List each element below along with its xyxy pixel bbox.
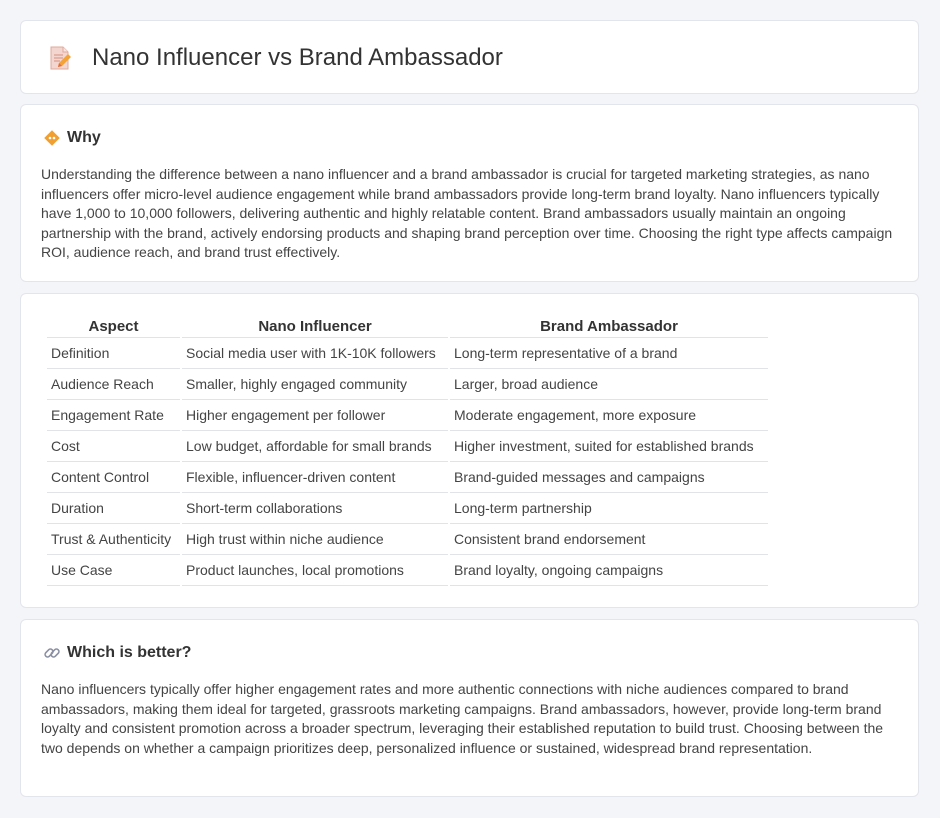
why-section <box>20 104 919 282</box>
table-cell: Audience Reach <box>47 369 180 400</box>
table-cell: High trust within niche audience <box>182 524 448 555</box>
table-row <box>47 431 768 462</box>
table-cell: Smaller, highly engaged community <box>182 369 448 400</box>
table-cell: Moderate engagement, more exposure <box>450 400 768 431</box>
table-row <box>47 462 768 493</box>
table-cell: Long-term representative of a brand <box>450 338 768 369</box>
document-pencil-icon <box>47 45 73 71</box>
table-cell: Use Case <box>47 555 180 586</box>
table-cell: Duration <box>47 493 180 524</box>
table-cell: Flexible, influencer-driven content <box>182 462 448 493</box>
which-better-heading: Which is better? <box>67 644 192 661</box>
table-cell: Content Control <box>47 462 180 493</box>
table-cell: Low budget, affordable for small brands <box>182 431 448 462</box>
why-heading: Why <box>67 129 101 146</box>
table-row <box>47 369 768 400</box>
why-text: Understanding the difference between a nano influencer and a brand ambassador is crucial for targeted marketing strategies, as nano influencers offer micro-level audience engagement while brand ambassadors provide long-term brand loyalty. Nano influencers typically have 1,000 to 10,000 followers, delivering authentic and highly relatable content. Brand ambassadors usually maintain an ongoing partnership with the brand, actively endorsing products and shaping brand perception over time. Choosing the right type affects campaign ROI, audience reach, and brand trust effectively. <box>41 166 893 261</box>
table-cell: Brand loyalty, ongoing campaigns <box>450 555 768 586</box>
table-row <box>47 555 768 586</box>
table-cell: Short-term collaborations <box>182 493 448 524</box>
column-header: Aspect <box>47 316 180 338</box>
table-cell: Long-term partnership <box>450 493 768 524</box>
lightbulb-diamond-icon <box>43 129 61 147</box>
table-cell: Trust & Authenticity <box>47 524 180 555</box>
page-title: Nano Influencer vs Brand Ambassador <box>92 44 503 71</box>
table-cell: Engagement Rate <box>47 400 180 431</box>
table-cell: Social media user with 1K-10K followers <box>182 338 448 369</box>
table-cell: Definition <box>47 338 180 369</box>
table-cell: Larger, broad audience <box>450 369 768 400</box>
table-cell: Product launches, local promotions <box>182 555 448 586</box>
table-cell: Consistent brand endorsement <box>450 524 768 555</box>
table-cell: Higher investment, suited for established brands <box>450 431 768 462</box>
table-cell: Brand-guided messages and campaigns <box>450 462 768 493</box>
table-cell: Cost <box>47 431 180 462</box>
link-icon <box>43 644 61 662</box>
table-row <box>47 400 768 431</box>
table-row <box>47 493 768 524</box>
which-better-section <box>20 619 919 797</box>
table-cell: Higher engagement per follower <box>182 400 448 431</box>
comparison-section <box>20 293 919 608</box>
column-header: Nano Influencer <box>182 316 448 338</box>
table-row <box>47 524 768 555</box>
title-card <box>20 20 919 94</box>
comparison-table <box>45 316 770 586</box>
table-row <box>47 338 768 369</box>
which-better-text: Nano influencers typically offer higher engagement rates and more authentic connections with niche audiences compared to brand ambassadors, making them ideal for targeted, grassroots marketing campaigns. Brand ambassadors, however, provide long-term brand loyalty and consistent promotion across a broader spectrum, leveraging their established reputation to build trust. Choosing between the two depends on whether a campaign prioritizes deep, personalized influence or sustained, widespread brand representation. <box>41 681 884 756</box>
column-header: Brand Ambassador <box>450 316 768 338</box>
table-header-row <box>47 316 768 338</box>
